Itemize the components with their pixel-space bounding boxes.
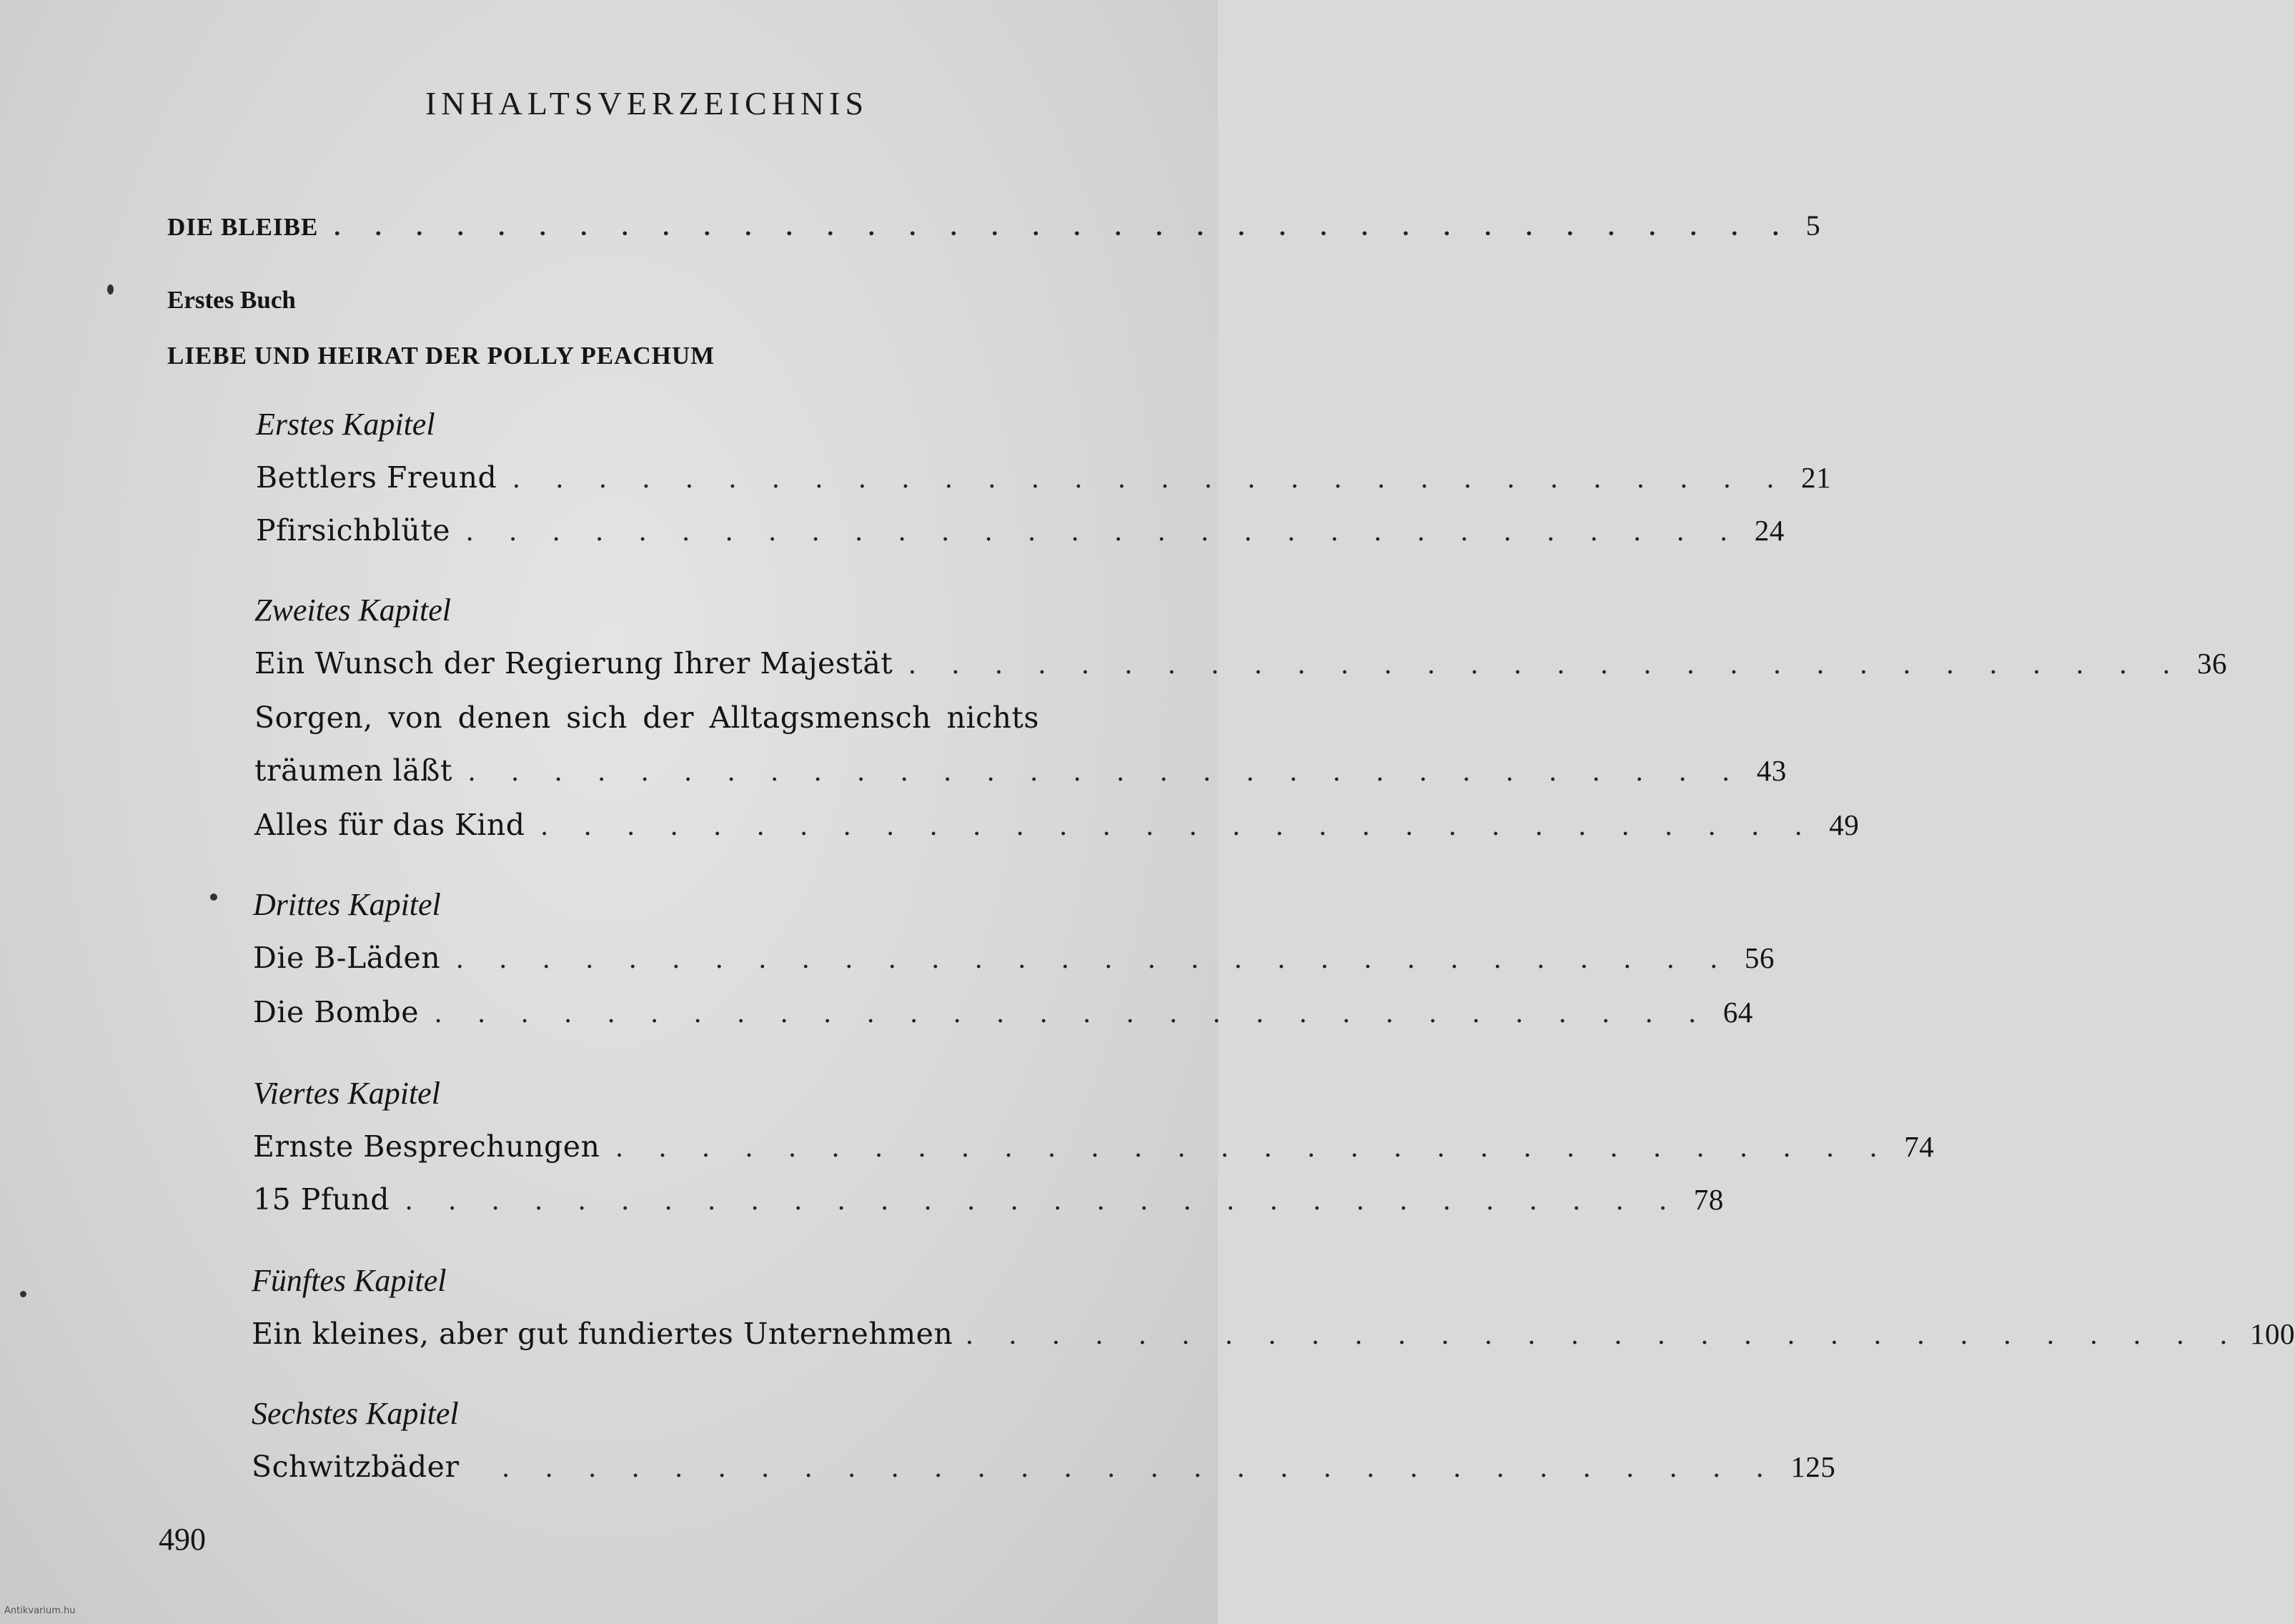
chapter-heading-4: Viertes Kapitel: [253, 1076, 440, 1111]
chapter-heading-5: Fünftes Kapitel: [252, 1263, 447, 1298]
book-label: Erstes Buch: [167, 286, 296, 314]
entry-page: 56: [1744, 941, 1775, 974]
entry-page: 64: [1723, 996, 1753, 1029]
dot-leader: . . . . . . . . . . . . . . . . . . . . . . . . . . . . . .: [467, 754, 1744, 787]
dot-leader: . . . . . . . . . . . . . . . . . . . . . . . . . . . . . .: [405, 1183, 1681, 1216]
dot-leader: . . . . . . . . . . . . . . . . . . . . . . . . . . . . . .: [540, 808, 1817, 841]
entry-page: 78: [1693, 1183, 1724, 1216]
dot-leader: . . . . . . . . . . . . . . . . . . . . . . . . . . . . . .: [502, 1450, 1778, 1483]
dot-leader: . . . . . . . . . . . . . . . . . . . . . . . . . . . . . .: [615, 1130, 1892, 1163]
page-heading: INHALTSVERZEICHNIS: [425, 85, 869, 122]
chapter-heading-3: Drittes Kapitel: [253, 887, 441, 922]
entry-title: Pfirsichblüte: [256, 513, 450, 548]
entry-page: 49: [1829, 808, 1860, 841]
toc-entry: [253, 941, 1775, 975]
dot-leader: . . . . . . . . . . . . . . . . . . . . . . . . . . . . . .: [966, 1317, 2242, 1350]
entry-title: Ernste Besprechungen: [253, 1129, 600, 1164]
entry-page: 36: [2196, 647, 2227, 680]
entry-title-line1: Sorgen, von denen sich der Alltagsmensch nichts: [254, 700, 1039, 735]
entry-title: Die Bombe: [253, 995, 419, 1029]
chapter-heading-2: Zweites Kapitel: [254, 593, 451, 628]
dot-leader: . . . . . . . . . . . . . . . . . . . . . . . . . . . . . .: [908, 647, 2184, 680]
toc-entry-prologue: [167, 209, 1821, 242]
dot-leader: . . . . . . . . . . . . . . . . . . . . . . . . . . . . . .: [434, 996, 1710, 1029]
book-title: LIEBE UND HEIRAT DER POLLY PEACHUM: [167, 342, 715, 370]
toc-entry: [254, 646, 2227, 680]
toc-entry: [256, 513, 1785, 548]
entry-title: DIE BLEIBE: [167, 213, 319, 241]
toc-entry: [252, 1450, 1836, 1484]
entry-title: Schwitzbäder: [252, 1450, 460, 1484]
toc-entry: [253, 995, 1753, 1029]
dot-leader: . . . . . . . . . . . . . . . . . . . . . . . . . . . . . .: [512, 461, 1789, 494]
entry-title: Ein Wunsch der Regierung Ihrer Majestät: [254, 646, 893, 680]
entry-page: 21: [1801, 461, 1832, 494]
entry-page: 5: [1805, 209, 1821, 242]
dot-leader: . . . . . . . . . . . . . . . . . . . . . . . . . . . . . .: [466, 514, 1742, 547]
chapter-heading-1: Erstes Kapitel: [256, 407, 435, 442]
dot-leader: . . . . . . . . . . . . . . . . . . . . . . . . . . . . . . . . . . . .: [334, 213, 1793, 241]
toc-entry: [256, 460, 1832, 495]
entry-title: Bettlers Freund: [256, 460, 497, 495]
page-number: 490: [159, 1522, 206, 1557]
watermark: Antikvarium.hu: [4, 1605, 76, 1616]
entry-page: 100: [2250, 1317, 2295, 1350]
toc-entry: [254, 753, 1787, 788]
paper-speck: [20, 1291, 26, 1297]
toc-entry: [253, 1182, 1724, 1217]
toc-entry: [252, 1317, 2295, 1351]
entry-page: 24: [1754, 514, 1785, 547]
paper-speck: [210, 893, 217, 901]
entry-page: 125: [1790, 1450, 1836, 1483]
toc-entry: [254, 808, 1860, 842]
entry-title: Ein kleines, aber gut fundiertes Unternehmen: [252, 1317, 953, 1351]
entry-page: 43: [1756, 754, 1787, 787]
entry-title: träumen läßt: [254, 753, 452, 788]
entry-title: 15 Pfund: [253, 1182, 390, 1217]
entry-page: 74: [1904, 1130, 1935, 1163]
paper-speck: [107, 284, 114, 294]
entry-title: Die B-Läden: [253, 941, 441, 975]
dot-leader: . . . . . . . . . . . . . . . . . . . . . . . . . . . . . .: [456, 941, 1732, 974]
entry-title: Alles für das Kind: [254, 808, 525, 842]
chapter-heading-6: Sechstes Kapitel: [252, 1396, 459, 1431]
toc-entry: [253, 1129, 1935, 1164]
